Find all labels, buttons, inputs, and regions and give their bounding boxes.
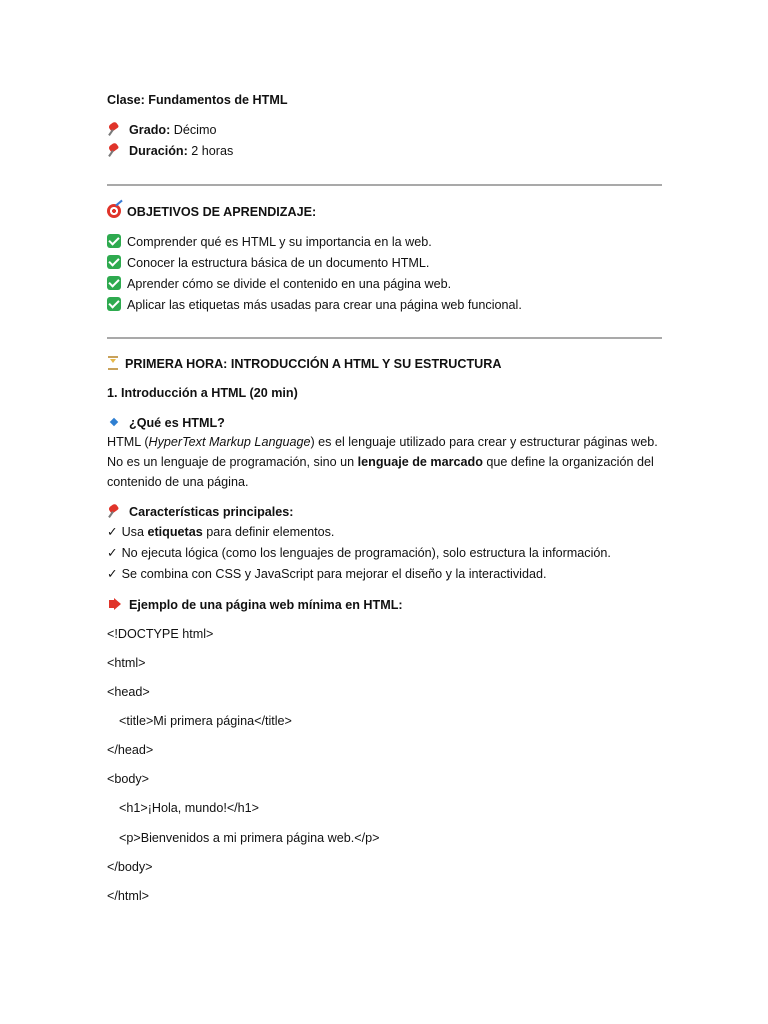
paragraph-line: No es un lenguaje de programación, sino un lenguaje de marcado que define la organización del bbox=[107, 455, 654, 469]
divider bbox=[107, 337, 662, 339]
check-box-icon bbox=[107, 255, 121, 269]
section-subtitle: 1. Introducción a HTML (20 min) bbox=[107, 386, 298, 400]
target-icon bbox=[107, 204, 121, 218]
list-item: Aprender cómo se divide el contenido en una página web. bbox=[107, 276, 451, 292]
checkmark-icon: ✓ bbox=[107, 524, 118, 539]
list-item: ✓ Usa etiquetas para definir elementos. bbox=[107, 524, 335, 539]
blue-diamond-icon bbox=[107, 415, 123, 429]
list-item: ✓ No ejecuta lógica (como los lenguajes de programación), solo estructura la información. bbox=[107, 545, 611, 560]
paragraph-line: contenido de una página. bbox=[107, 475, 249, 489]
pushpin-icon bbox=[107, 143, 123, 157]
checkmark-icon: ✓ bbox=[107, 566, 118, 581]
check-box-icon bbox=[107, 297, 121, 311]
code-line: <h1>¡Hola, mundo!</h1> bbox=[119, 801, 260, 815]
caracteristicas-heading: Características principales: bbox=[107, 504, 294, 520]
code-line: <html> bbox=[107, 656, 146, 670]
code-line: <p>Bienvenidos a mi primera página web.</p> bbox=[119, 831, 380, 845]
list-item: Aplicar las etiquetas más usadas para crear una página web funcional. bbox=[107, 297, 522, 313]
ejemplo-heading: Ejemplo de una página web mínima en HTML: bbox=[107, 597, 403, 613]
megaphone-icon bbox=[107, 597, 123, 611]
duracion-line: Duración: 2 horas bbox=[107, 143, 233, 159]
code-line: </body> bbox=[107, 860, 153, 874]
check-box-icon bbox=[107, 276, 121, 290]
list-item: Comprender qué es HTML y su importancia en la web. bbox=[107, 234, 432, 250]
primera-hora-heading: PRIMERA HORA: INTRODUCCIÓN A HTML Y SU ESTRUCTURA bbox=[107, 356, 501, 372]
paragraph-line: HTML (HyperText Markup Language) es el lenguaje utilizado para crear y estructurar páginas web. bbox=[107, 435, 658, 449]
hourglass-icon bbox=[107, 356, 119, 370]
pushpin-icon bbox=[107, 122, 123, 136]
que-es-heading: ¿Qué es HTML? bbox=[107, 415, 225, 431]
code-line: </html> bbox=[107, 889, 149, 903]
code-line: <head> bbox=[107, 685, 150, 699]
objetivos-heading: OBJETIVOS DE APRENDIZAJE: bbox=[107, 204, 316, 220]
code-line: <title>Mi primera página</title> bbox=[119, 714, 292, 728]
list-item: Conocer la estructura básica de un documento HTML. bbox=[107, 255, 429, 271]
check-box-icon bbox=[107, 234, 121, 248]
code-line: <!DOCTYPE html> bbox=[107, 627, 214, 641]
code-line: </head> bbox=[107, 743, 154, 757]
checkmark-icon: ✓ bbox=[107, 545, 118, 560]
class-title: Clase: Fundamentos de HTML bbox=[107, 93, 288, 107]
code-line: <body> bbox=[107, 772, 150, 786]
grado-line: Grado: Décimo bbox=[107, 122, 216, 138]
divider bbox=[107, 184, 662, 186]
list-item: ✓ Se combina con CSS y JavaScript para mejorar el diseño y la interactividad. bbox=[107, 566, 547, 581]
pushpin-icon bbox=[107, 504, 123, 518]
